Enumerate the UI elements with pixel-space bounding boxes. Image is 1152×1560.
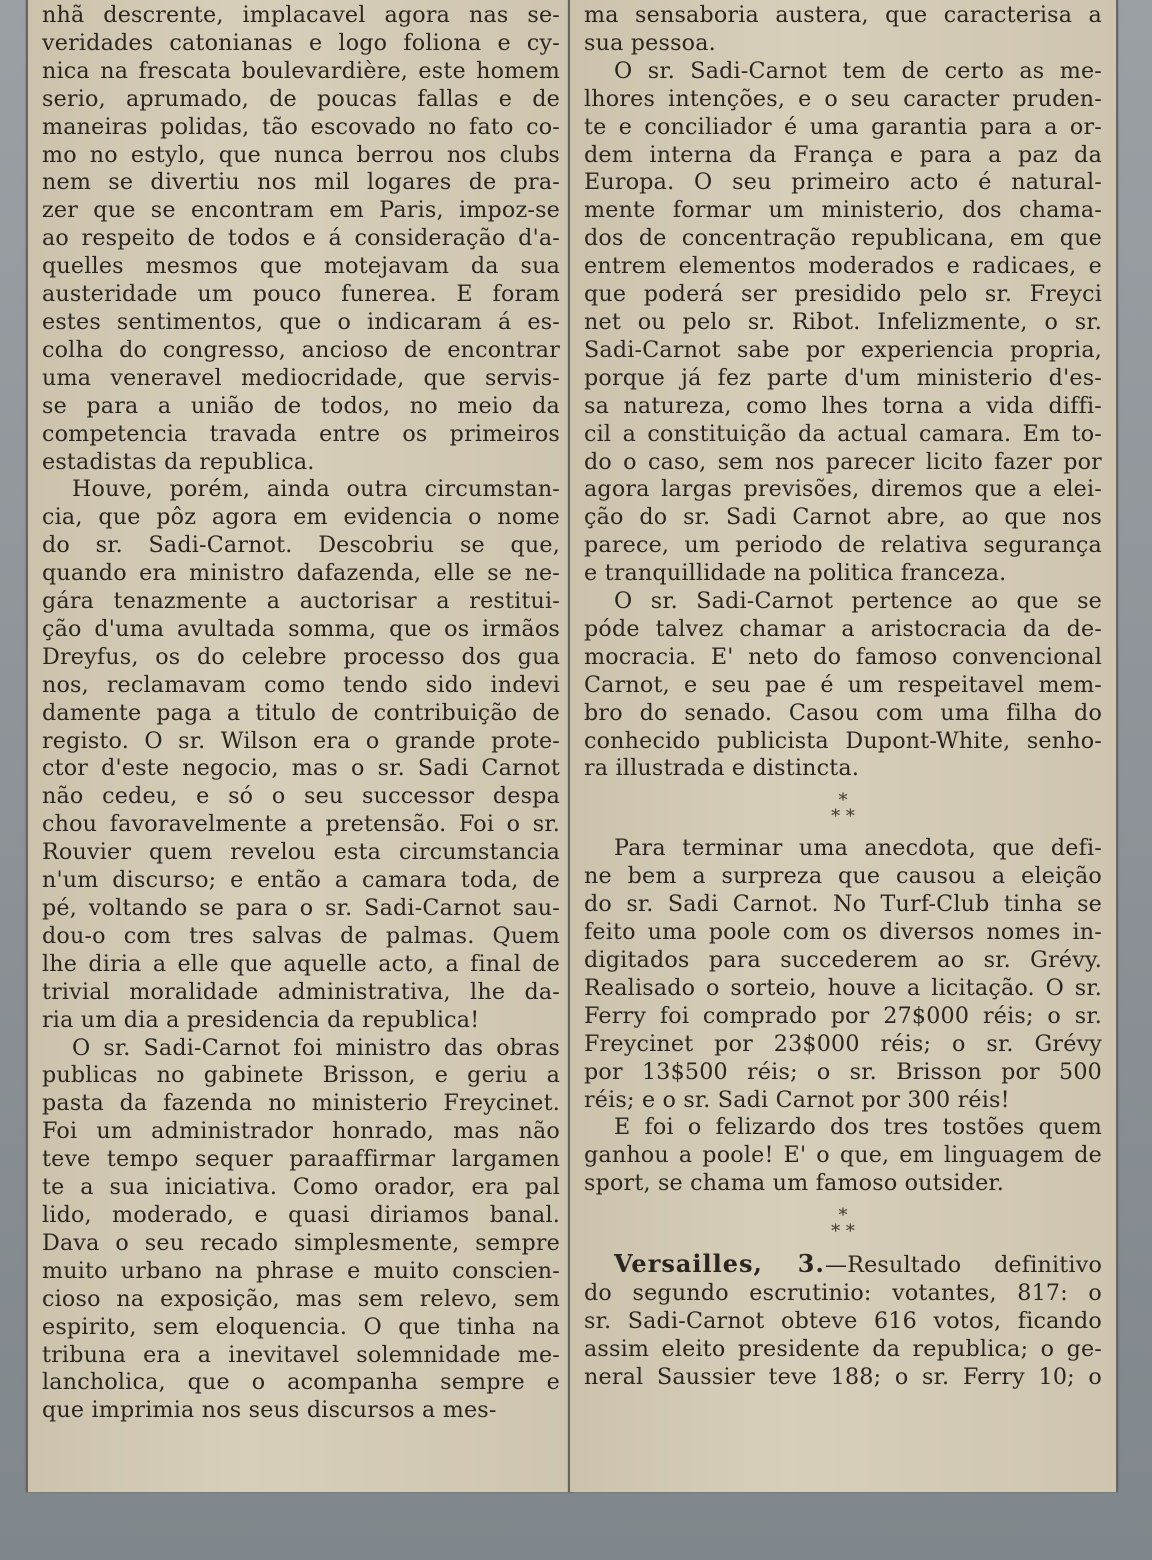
text-line: veridades catonianas e logo foliona e cy-: [42, 29, 560, 56]
text-line: E foi o felizardo dos tres tostões quem: [614, 1114, 1102, 1141]
text-line: do sr. Sadi-Carnot. Descobriu se que,: [42, 532, 560, 559]
text-line: Rouvier quem revelou esta circumstancia: [42, 839, 560, 866]
paragraph: [584, 1114, 1102, 1198]
text-line: pasta da fazenda no ministerio Freycinet.: [42, 1090, 560, 1117]
dispatch-paragraph: [584, 1250, 1102, 1392]
text-line: ção d'uma avultada somma, que os irmãos: [42, 615, 560, 642]
text-line: estes sentimentos, que o indicaram á es-: [42, 308, 560, 335]
text-line: ao respeito de todos e á consideração d'a-: [42, 225, 560, 252]
text-line: ra illustrada e distincta.: [584, 755, 860, 782]
text-line: nem se divertiu nos mil logares de pra-: [42, 169, 560, 196]
text-line: competencia travada entre os primeiros: [42, 420, 560, 447]
text-line: cil a constituição da actual camara. Em to-: [584, 420, 1102, 447]
dispatch-line: sr. Sadi-Carnot obteve 616 votos, ficando: [584, 1307, 1102, 1334]
paragraph: [584, 58, 1102, 588]
text-line: réis; e o sr. Sadi Carnot por 300 réis!: [584, 1086, 1010, 1113]
text-line: te e conciliador é uma garantia para a or-: [584, 113, 1102, 140]
text-line: Dava o seu recado simplesmente, sempre: [42, 1229, 560, 1256]
text-line: que imprimia nos seus discursos a mes-: [42, 1397, 497, 1424]
text-line: nica na frescata boulevardière, este homem: [42, 57, 560, 84]
anecdote-section: [584, 835, 1102, 1198]
text-line: cioso na exposição, mas sem relevo, sem: [42, 1285, 560, 1312]
text-line: ria um dia a presidencia da republica!: [42, 1006, 480, 1033]
text-line: ção do sr. Sadi Carnot abre, ao que nos: [584, 504, 1102, 531]
separator-star-bottom: * *: [831, 1221, 855, 1243]
text-line: nos, reclamavam como tendo sido indevi: [42, 671, 560, 698]
text-line: ne bem a surpreza que causou a eleição: [584, 863, 1102, 890]
text-line: Sadi-Carnot sabe por experiencia propria,: [584, 336, 1102, 363]
text-line: se para a união de todos, no meio da: [42, 392, 560, 419]
text-line: net ou pelo sr. Ribot. Infelizmente, o sr.: [584, 308, 1102, 335]
text-line: chou favoravelmente a pretensão. Foi o sr.: [42, 811, 560, 838]
text-line: publicas no gabinete Brisson, e geriu a: [42, 1062, 560, 1089]
text-line: porque já fez parte d'um ministerio d'es-: [584, 364, 1102, 391]
section-separator: [584, 783, 1102, 835]
left-column-text: [42, 2, 560, 1425]
text-line: pé, voltando se para o sr. Sadi-Carnot sau-: [42, 895, 560, 921]
paragraph: [42, 1035, 560, 1426]
newspaper-clipping-right-column: [568, 0, 1118, 1492]
text-line: conhecido publicista Dupont-White, senho-: [584, 727, 1102, 754]
text-line: póde talvez chamar a aristocracia da de-: [584, 615, 1102, 642]
text-line: que poderá ser presidido pelo sr. Freyci: [584, 281, 1102, 308]
text-line: serio, aprumado, de poucas fallas e de: [42, 85, 560, 112]
text-line: Realisado o sorteio, houve a licitação. O sr.: [584, 974, 1102, 1001]
text-line: zer que se encontram em Paris, impoz-se: [42, 197, 560, 224]
text-line: O sr. Sadi-Carnot tem de certo as me-: [614, 57, 1102, 84]
text-line: digitados para succederem ao sr. Grévy.: [584, 947, 1102, 973]
right-paragraphs: [584, 2, 1102, 783]
text-line: Ferry foi comprado por 27$000 réis; o sr.: [584, 1002, 1102, 1029]
text-line: dou-o com tres salvas de palmas. Quem: [42, 922, 560, 949]
text-line: e tranquillidade na politica franceza.: [584, 560, 1007, 587]
text-line: sa natureza, como lhes torna a vida diffi-: [584, 392, 1102, 419]
text-line: Dreyfus, os do celebre processo dos gua: [42, 643, 560, 670]
text-line: mo no estylo, que nunca berrou nos clubs: [42, 141, 560, 168]
text-line: quelles mesmos que motejavam da sua: [42, 253, 560, 280]
dispatch-line: assim eleito presidente da republica; o ge-: [584, 1335, 1102, 1362]
text-line: do sr. Sadi Carnot. No Turf-Club tinha se: [584, 891, 1102, 918]
newspaper-clipping-left-column: [26, 0, 574, 1492]
text-line: entrem elementos moderados e radicaes, e: [584, 253, 1102, 280]
paragraph: [42, 476, 560, 1034]
text-line: quando era ministro dafazenda, elle se ne-: [42, 560, 560, 587]
paragraph: [584, 835, 1102, 1114]
text-line: damente paga a titulo de contribuição de: [42, 699, 560, 726]
text-line: Carnot, e seu pae é um respeitavel mem-: [584, 671, 1102, 698]
separator-star-top: *: [838, 790, 848, 812]
text-line: austeridade um pouco funerea. E foram: [42, 281, 560, 308]
text-line: cia, que pôz agora em evidencia o nome: [42, 504, 560, 531]
text-line: do o caso, sem nos parecer licito fazer por: [584, 448, 1102, 475]
text-line: por 13$500 réis; o sr. Brisson por 500: [584, 1058, 1102, 1085]
text-line: lhores intenções, e o seu caracter pruden-: [584, 85, 1102, 112]
text-line: não cedeu, e só o seu successor despa: [42, 783, 560, 810]
text-line: Para terminar uma anecdota, que defi-: [614, 835, 1102, 862]
text-line: sua pessoa.: [584, 29, 716, 56]
text-line: mocracia. E' neto do famoso convencional: [584, 643, 1102, 670]
section-separator: [584, 1198, 1102, 1250]
text-line: dos de concentração republicana, em que: [584, 225, 1102, 252]
paragraph: [584, 588, 1102, 783]
text-line: feito uma poole com os diversos nomes in-: [584, 919, 1102, 946]
text-line: Houve, porém, ainda outra circumstan-: [72, 476, 560, 503]
text-line: teve tempo sequer paraaffirmar largamen: [42, 1146, 560, 1173]
separator-star-top: *: [838, 1205, 848, 1227]
text-line: O sr. Sadi-Carnot foi ministro das obras: [72, 1034, 560, 1061]
text-line: estadistas da republica.: [42, 448, 315, 475]
text-line: colha do congresso, ancioso de encontrar: [42, 336, 560, 363]
text-line: dem interna da França e para a paz da: [584, 141, 1102, 168]
text-line: bro do senado. Casou com uma filha do: [584, 699, 1102, 726]
right-column-text: [584, 2, 1102, 1392]
text-line: Freycinet por 23$000 réis; o sr. Grévy: [584, 1030, 1102, 1057]
paragraph: [42, 2, 560, 476]
text-line: tribuna era a inevitavel solemnidade me-: [42, 1341, 560, 1368]
dispatch-headword: Versailles, 3.: [614, 1249, 825, 1279]
text-line: ma sensaboria austera, que caracterisa a: [584, 2, 1102, 28]
text-line: agora largas previsões, diremos que a elei-: [584, 476, 1102, 503]
text-line: Foi um administrador honrado, mas não: [42, 1118, 560, 1145]
dispatch-line: do segundo escrutinio: votantes, 817: o: [584, 1280, 1102, 1307]
text-line: mente formar um ministerio, dos chama-: [584, 197, 1102, 224]
text-line: ganhou a poole! E' o que, em linguagem de: [584, 1142, 1102, 1169]
text-line: lancholica, que o acompanha sempre e: [42, 1369, 560, 1396]
text-line: te a sua iniciativa. Como orador, era pal: [42, 1174, 560, 1201]
text-line: sport, se chama um famoso outsider.: [584, 1170, 1005, 1197]
text-line: lido, moderado, e quasi diriamos banal.: [42, 1201, 560, 1228]
dispatch-line: neral Saussier teve 188; o sr. Ferry 10; o: [584, 1363, 1102, 1390]
text-line: O sr. Sadi-Carnot pertence ao que se: [614, 588, 1102, 615]
text-line: espirito, sem eloquencia. O que tinha na: [42, 1313, 560, 1340]
text-line: trivial moralidade administrativa, lhe da-: [42, 978, 560, 1005]
text-line: ctor d'este negocio, mas o sr. Sadi Carnot: [42, 755, 560, 782]
text-line: uma veneravel mediocridade, que servis-: [42, 364, 560, 391]
text-line: lhe diria a elle que aquelle acto, a final de: [42, 950, 560, 977]
text-line: maneiras polidas, tão escovado no fato co-: [42, 113, 560, 140]
text-line: registo. O sr. Wilson era o grande prote-: [42, 727, 560, 754]
text-line: nhã descrente, implacavel agora nas se-: [42, 2, 560, 28]
text-line: n'um discurso; e então a camara toda, de: [42, 867, 560, 894]
separator-star-bottom: * *: [831, 806, 855, 828]
text-line: gára tenazmente a auctorisar a restitui-: [42, 588, 560, 615]
text-line: Europa. O seu primeiro acto é natural-: [584, 169, 1102, 196]
text-line: parece, um periodo de relativa segurança: [584, 532, 1102, 559]
dispatch-line: —Resultado definitivo: [824, 1252, 1103, 1279]
paragraph: [584, 2, 1102, 58]
text-line: muito urbano na phrase e muito conscien-: [42, 1257, 560, 1284]
